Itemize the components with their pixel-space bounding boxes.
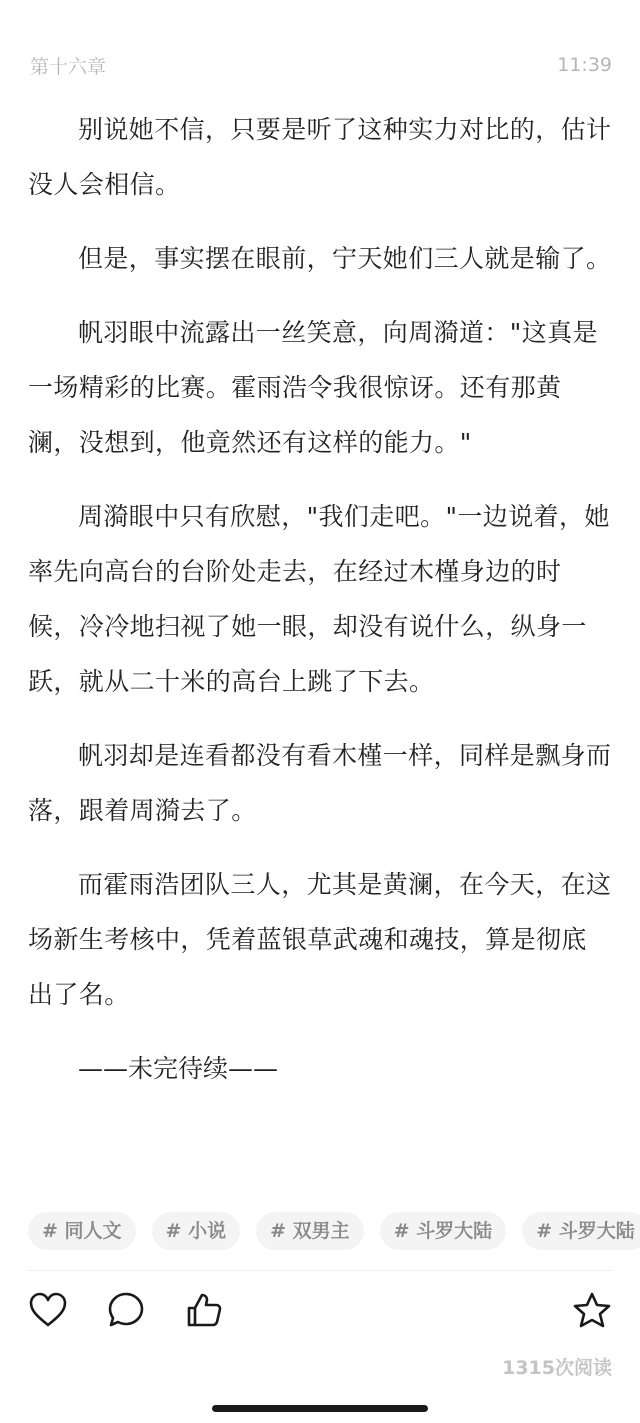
heart-icon: [29, 1292, 67, 1328]
status-bar: [30, 52, 612, 78]
favorite-button[interactable]: [572, 1290, 612, 1330]
article-body: [28, 102, 612, 1096]
paragraph: 而霍雨浩团队三人，尤其是黄澜，在今天，在这场新生考核中，凭着蓝银草武魂和魂技，算是彻底出了名。: [28, 870, 612, 1009]
paragraph: 帆羽却是连看都没有看木槿一样，同样是飘身而落，跟着周漪去了。: [28, 741, 612, 825]
action-bar: [28, 1290, 612, 1334]
to-be-continued: ——未完待续——: [78, 1054, 279, 1083]
read-count: 1315次阅读: [502, 1357, 612, 1379]
tag-chip[interactable]: # 同人文: [28, 1212, 136, 1250]
home-indicator[interactable]: [212, 1405, 428, 1412]
chapter-title: 第十六章: [30, 55, 107, 78]
clock-time: 11:39: [557, 54, 612, 76]
thumbs-up-button[interactable]: [184, 1290, 224, 1330]
tag-chip[interactable]: # 斗罗大陆: [380, 1212, 507, 1250]
tag-chip[interactable]: # 小说: [152, 1212, 241, 1250]
like-button[interactable]: [28, 1290, 68, 1330]
divider: [28, 1270, 612, 1271]
tag-list: [28, 1212, 640, 1252]
paragraph: 但是，事实摆在眼前，宁天她们三人就是输了。: [78, 244, 612, 273]
paragraph: 别说她不信，只要是听了这种实力对比的，估计没人会相信。: [28, 115, 612, 199]
tag-chip[interactable]: # 斗罗大陆: [522, 1212, 640, 1250]
comment-icon: [107, 1291, 145, 1329]
star-icon: [572, 1291, 612, 1329]
comment-button[interactable]: [106, 1290, 146, 1330]
paragraph: 帆羽眼中流露出一丝笑意，向周漪道："这真是一场精彩的比赛。霍雨浩令我很惊讶。还有那黄澜，没想到，他竟然还有这样的能力。": [28, 318, 598, 457]
paragraph: 周漪眼中只有欣慰，"我们走吧。"一边说着，她率先向高台的台阶处走去，在经过木槿身边的时候，冷冷地扫视了她一眼，却没有说什么，纵身一跃，就从二十米的高台上跳了下去。: [28, 502, 610, 696]
thumbs-up-icon: [185, 1291, 223, 1329]
tag-chip[interactable]: # 双男主: [256, 1212, 364, 1250]
